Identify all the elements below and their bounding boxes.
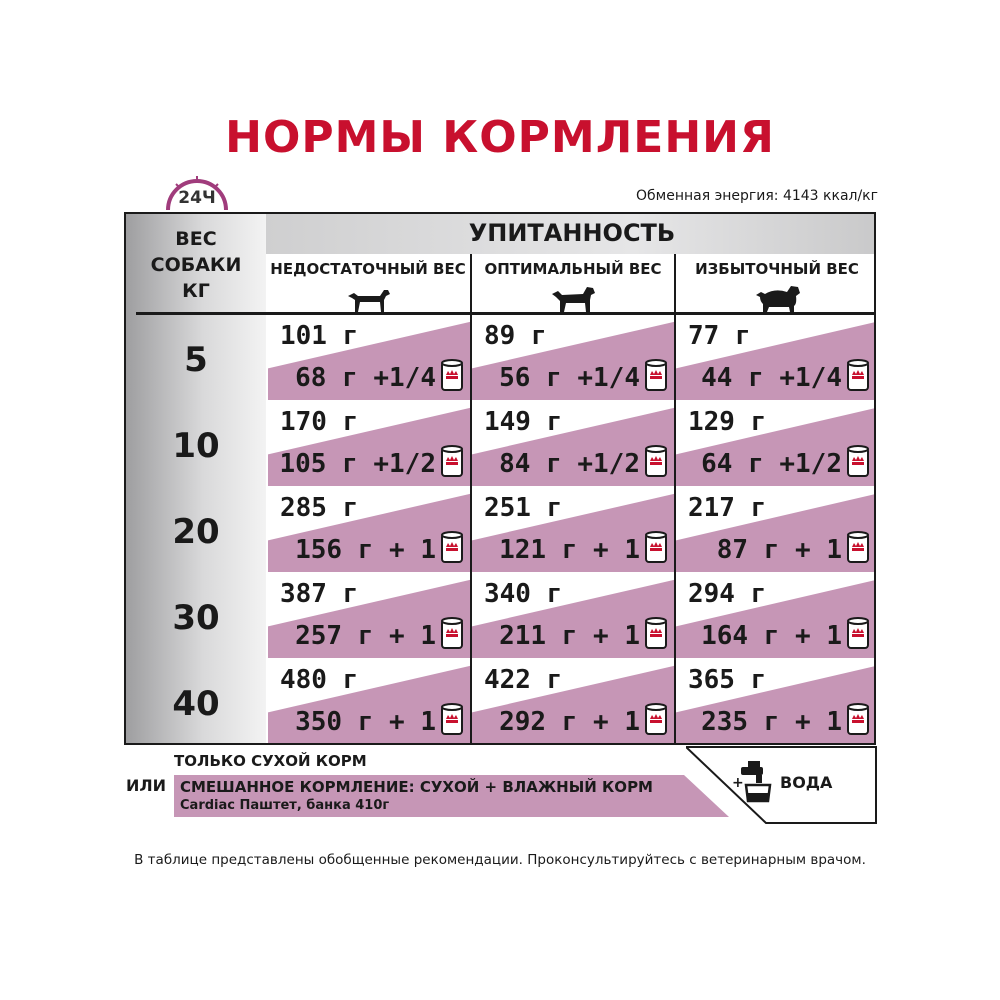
- row-divider: [676, 486, 876, 487]
- wet-food-can-icon: [440, 617, 464, 651]
- row-divider: [472, 486, 674, 487]
- mixed-amount: 257 г + 1: [295, 621, 436, 651]
- clock-24h-icon: [162, 170, 232, 216]
- mixed-amount: 292 г + 1: [499, 707, 640, 737]
- weight-value: 5: [184, 340, 208, 380]
- mixed-amount: 56 г +1/4: [499, 363, 640, 393]
- column-header-optimal: [472, 254, 674, 312]
- mixed-amount: 121 г + 1: [499, 535, 640, 565]
- mixed-amount: 68 г +1/4: [295, 363, 436, 393]
- dry-amount: 77 г: [688, 321, 751, 351]
- wet-food-can-icon: [440, 531, 464, 565]
- legend-mixed: СМЕШАННОЕ КОРМЛЕНИЕ: СУХОЙ + ВЛАЖНЫЙ КОРМ: [180, 778, 653, 796]
- table-cell: [472, 573, 674, 659]
- wet-food-can-icon: [644, 445, 668, 479]
- row-divider: [472, 400, 674, 401]
- row-divider: [268, 486, 470, 487]
- table-cell: [676, 315, 876, 401]
- column-header-overweight: [676, 254, 876, 312]
- wet-food-can-icon: [644, 359, 668, 393]
- dry-amount: 422 г: [484, 665, 563, 695]
- wet-food-can-icon: [440, 703, 464, 737]
- weight-value: 20: [172, 512, 220, 552]
- optimal-dog-icon: [549, 282, 597, 314]
- feeding-table: [124, 212, 876, 745]
- weight-value: 40: [172, 684, 220, 724]
- table-cell: [268, 573, 470, 659]
- table-cell: [268, 487, 470, 573]
- column-header-label: ИЗБЫТОЧНЫЙ ВЕС: [695, 260, 859, 278]
- dry-amount: 387 г: [280, 579, 359, 609]
- table-cell: [676, 487, 876, 573]
- row-divider: [676, 400, 876, 401]
- row-divider: [472, 658, 674, 659]
- table-cell: [472, 487, 674, 573]
- weight-value: 10: [172, 426, 220, 466]
- wet-food-can-icon: [846, 531, 870, 565]
- wet-food-can-icon: [644, 703, 668, 737]
- dry-amount: 480 г: [280, 665, 359, 695]
- dry-amount: 170 г: [280, 407, 359, 437]
- row-divider: [676, 572, 876, 573]
- wet-food-can-icon: [644, 617, 668, 651]
- wet-food-can-icon: [644, 531, 668, 565]
- dry-amount: 340 г: [484, 579, 563, 609]
- row-divider: [268, 400, 470, 401]
- mixed-amount: 350 г + 1: [295, 707, 436, 737]
- table-cell: [472, 659, 674, 745]
- wet-food-can-icon: [846, 617, 870, 651]
- table-cell: [676, 573, 876, 659]
- mixed-amount: 87 г + 1: [716, 535, 842, 565]
- mixed-amount: 211 г + 1: [499, 621, 640, 651]
- dry-amount: 101 г: [280, 321, 359, 351]
- weight-header-line: КГ: [182, 280, 210, 302]
- column-header-label: НЕДОСТАТОЧНЫЙ ВЕС: [270, 260, 466, 278]
- row-divider: [268, 658, 470, 659]
- thin-dog-icon: [344, 282, 392, 314]
- column-header-label: ОПТИМАЛЬНЫЙ ВЕС: [484, 260, 662, 278]
- dry-amount: 251 г: [484, 493, 563, 523]
- column-header-underweight: [266, 254, 470, 312]
- mixed-amount: 64 г +1/2: [701, 449, 842, 479]
- page-title: НОРМЫ КОРМЛЕНИЯ: [225, 112, 775, 163]
- condition-header: УПИТАННОСТЬ: [468, 219, 676, 247]
- mixed-amount: 84 г +1/2: [499, 449, 640, 479]
- dry-amount: 285 г: [280, 493, 359, 523]
- weight-header: [126, 226, 266, 304]
- row-divider: [268, 572, 470, 573]
- table-cell: [676, 401, 876, 487]
- dry-amount: 294 г: [688, 579, 767, 609]
- clock-label: 24Ч: [178, 188, 216, 208]
- table-cell: [472, 315, 674, 401]
- table-cell: [268, 401, 470, 487]
- legend-dry-only: ТОЛЬКО СУХОЙ КОРМ: [174, 752, 367, 770]
- wet-food-can-icon: [846, 703, 870, 737]
- mixed-amount: 164 г + 1: [701, 621, 842, 651]
- dry-amount: 89 г: [484, 321, 547, 351]
- dry-amount: 149 г: [484, 407, 563, 437]
- wet-food-can-icon: [440, 445, 464, 479]
- dry-amount: 365 г: [688, 665, 767, 695]
- column-divider: [470, 254, 472, 745]
- mixed-amount: 44 г +1/4: [701, 363, 842, 393]
- legend-or: ИЛИ: [126, 776, 167, 795]
- weight-header-line: СОБАКИ: [150, 254, 242, 276]
- energy-text: Обменная энергия: 4143 ккал/кг: [635, 188, 878, 204]
- row-divider: [676, 658, 876, 659]
- table-cell: [472, 401, 674, 487]
- wet-food-can-icon: [846, 445, 870, 479]
- wet-food-can-icon: [440, 359, 464, 393]
- table-cell: [676, 659, 876, 745]
- svg-text:+: +: [732, 775, 744, 791]
- dry-amount: 217 г: [688, 493, 767, 523]
- overweight-dog-icon: [753, 282, 801, 314]
- disclaimer: В таблице представлены обобщенные рекомендации. Проконсультируйтесь с ветеринарным врачом.: [134, 852, 866, 868]
- water-label: ВОДА: [780, 773, 833, 792]
- table-cell: [268, 659, 470, 745]
- mixed-amount: 105 г +1/2: [279, 449, 436, 479]
- row-divider: [472, 572, 674, 573]
- legend-mixed-sub: Cardiac Паштет, банка 410г: [180, 798, 390, 813]
- dry-amount: 129 г: [688, 407, 767, 437]
- wet-food-can-icon: [846, 359, 870, 393]
- column-divider: [674, 254, 676, 745]
- mixed-amount: 235 г + 1: [701, 707, 842, 737]
- weight-value: 30: [172, 598, 220, 638]
- weight-header-line: ВЕС: [175, 228, 217, 250]
- mixed-amount: 156 г + 1: [295, 535, 436, 565]
- table-cell: [268, 315, 470, 401]
